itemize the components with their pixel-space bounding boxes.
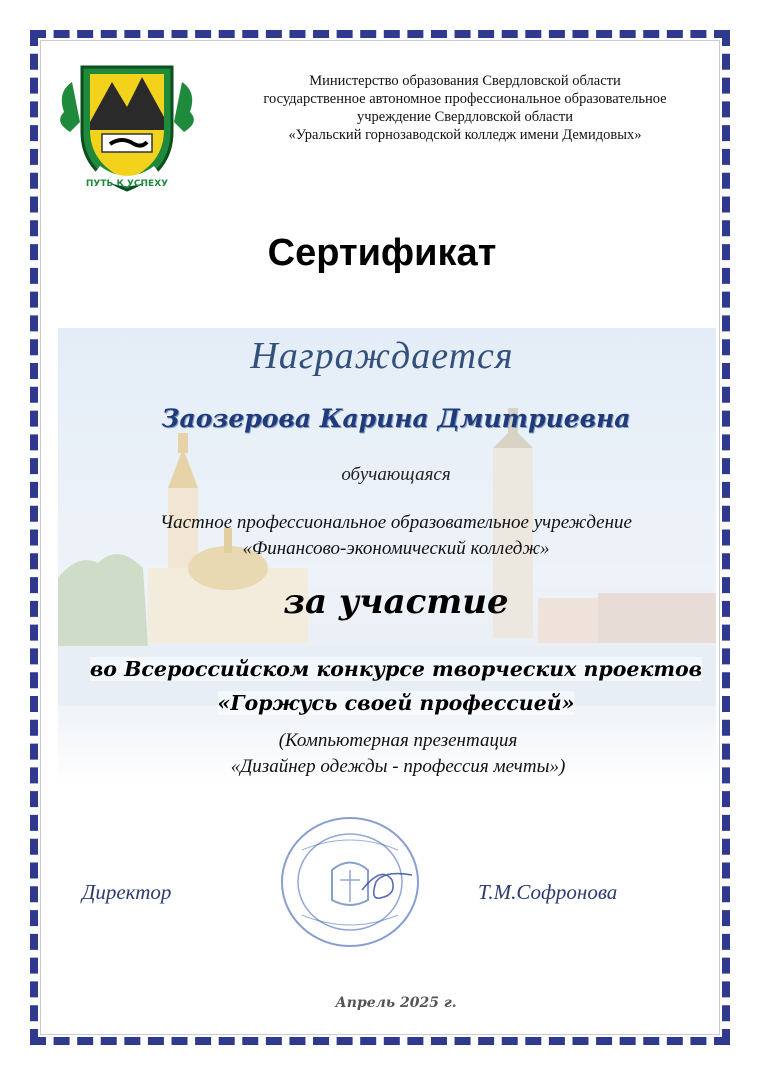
- participation-heading: за участие: [283, 582, 509, 622]
- awarded-heading: Награждается: [250, 335, 514, 377]
- org-line: Частное профессиональное образовательное учреждение: [160, 512, 632, 533]
- contest-line: во Всероссийском конкурсе творческих проектов: [89, 657, 703, 681]
- work-line: (Компьютерная презентация: [278, 730, 518, 751]
- certificate-title: Сертификат: [267, 232, 497, 274]
- signatory-position: Директор: [82, 880, 172, 904]
- official-stamp: [272, 810, 440, 950]
- contest-name: «Горжусь своей профессией»: [217, 691, 575, 715]
- recipient-name: Заозерова Карина Дмитриевна: [161, 404, 631, 433]
- work-line: «Дизайнер одежды - профессия мечты»): [230, 756, 566, 777]
- recipient-role: обучающаяся: [341, 464, 451, 485]
- org-line: «Финансово-экономический колледж»: [242, 538, 550, 559]
- header-line: учреждение Свердловской области: [356, 109, 574, 125]
- emblem-motto: ПУТЬ К УСПЕХУ: [85, 179, 169, 189]
- college-emblem: [52, 52, 202, 197]
- recipient-organization: [0, 510, 764, 562]
- issue-date: Апрель 2025 г.: [335, 995, 457, 1011]
- header-line: «Уральский горнозаводской колледж имени Демидовых»: [288, 127, 642, 143]
- issuer-header: [215, 72, 715, 144]
- header-line: Министерство образования Свердловской области: [309, 73, 621, 89]
- signatory-name: Т.М.Софронова: [478, 880, 618, 904]
- work-description: [0, 728, 764, 780]
- header-line: государственное автономное профессиональное образовательное: [263, 91, 667, 107]
- contest-title: [0, 652, 764, 720]
